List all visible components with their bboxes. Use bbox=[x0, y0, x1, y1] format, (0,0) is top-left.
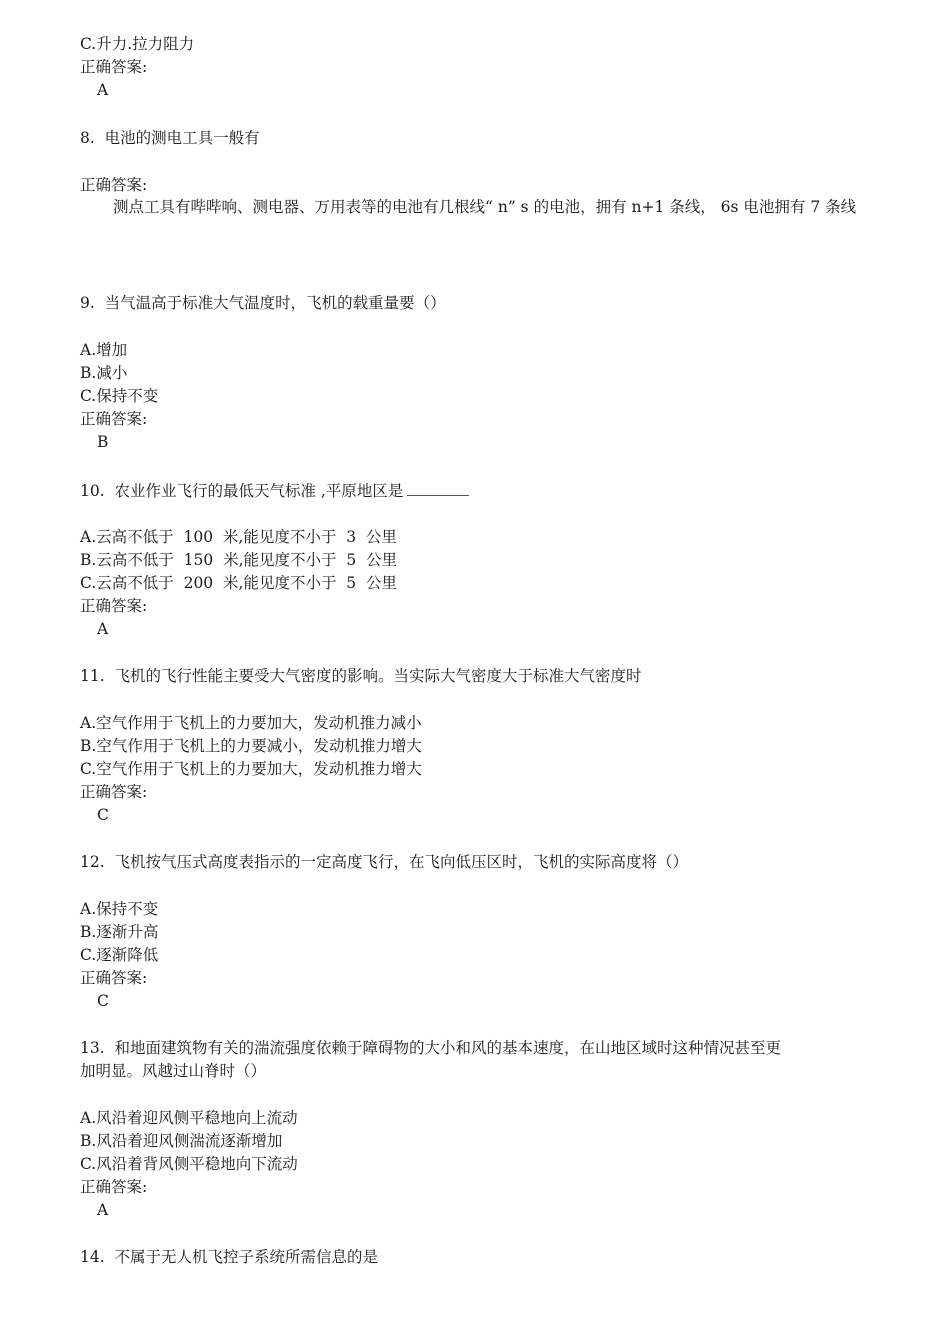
option-a: A.保持不变 bbox=[80, 900, 159, 918]
answer-label: 正确答案: bbox=[80, 410, 148, 428]
option-b: B.云高不低于 150 米,能见度不小于 5 公里 bbox=[80, 551, 398, 569]
question-14: 14. 不属于无人机飞控子系统所需信息的是 bbox=[80, 1248, 379, 1266]
answer-value: C bbox=[97, 806, 109, 824]
answer-label: 正确答案: bbox=[80, 597, 148, 615]
option-b: B.风沿着迎风侧湍流逐渐增加 bbox=[80, 1132, 283, 1150]
question-text: 10. 农业作业飞行的最低天气标准 ,平原地区是 bbox=[80, 482, 404, 500]
option-a: A.增加 bbox=[80, 341, 128, 359]
option-c: C.升力.拉力阻力 bbox=[80, 35, 195, 53]
question-13: 13. 和地面建筑物有关的湍流强度依赖于障碍物的大小和风的基本速度，在山地区域时这种情况甚至更 bbox=[80, 1039, 782, 1057]
question-10 bbox=[80, 481, 469, 501]
option-c: C.保持不变 bbox=[80, 387, 159, 405]
answer-value: A bbox=[97, 620, 109, 638]
answer-label: 正确答案: bbox=[80, 58, 148, 76]
question-11: 11. 飞机的飞行性能主要受大气密度的影响。当实际大气密度大于标准大气密度时 bbox=[80, 667, 642, 685]
answer-label: 正确答案: bbox=[80, 176, 148, 194]
answer-value: A bbox=[97, 81, 109, 99]
question-13-continued: 加明显。风越过山脊时（） bbox=[80, 1062, 267, 1080]
answer-value: B bbox=[97, 433, 109, 451]
answer-text: 测点工具有哔哔响、测电器、万用表等的电池有几根线“ n” s 的电池，拥有 n+1 条线， 6s 电池拥有 7 条线 bbox=[113, 198, 857, 216]
option-c: C.风沿着背风侧平稳地向下流动 bbox=[80, 1155, 298, 1173]
option-b: B.空气作用于飞机上的力要减小，发动机推力增大 bbox=[80, 737, 422, 755]
question-9: 9. 当气温高于标准大气温度时，飞机的载重量要（） bbox=[80, 294, 446, 312]
option-c: C.空气作用于飞机上的力要加大，发动机推力增大 bbox=[80, 760, 422, 778]
option-b: B.减小 bbox=[80, 364, 128, 382]
answer-value: C bbox=[97, 992, 109, 1010]
answer-label: 正确答案: bbox=[80, 1178, 148, 1196]
answer-value: A bbox=[97, 1201, 109, 1219]
question-8: 8. 电池的测电工具一般有 bbox=[80, 129, 260, 147]
option-c: C.逐渐降低 bbox=[80, 946, 159, 964]
option-c: C.云高不低于 200 米,能见度不小于 5 公里 bbox=[80, 574, 398, 592]
answer-label: 正确答案: bbox=[80, 969, 148, 987]
fill-blank bbox=[407, 494, 469, 496]
question-12: 12. 飞机按气压式高度表指示的一定高度飞行，在飞向低压区时，飞机的实际高度将（） bbox=[80, 853, 689, 871]
option-a: A.风沿着迎风侧平稳地向上流动 bbox=[80, 1109, 298, 1127]
answer-label: 正确答案: bbox=[80, 783, 148, 801]
option-a: A.空气作用于飞机上的力要加大，发动机推力减小 bbox=[80, 714, 422, 732]
option-a: A.云高不低于 100 米,能见度不小于 3 公里 bbox=[80, 528, 397, 546]
option-b: B.逐渐升高 bbox=[80, 923, 159, 941]
